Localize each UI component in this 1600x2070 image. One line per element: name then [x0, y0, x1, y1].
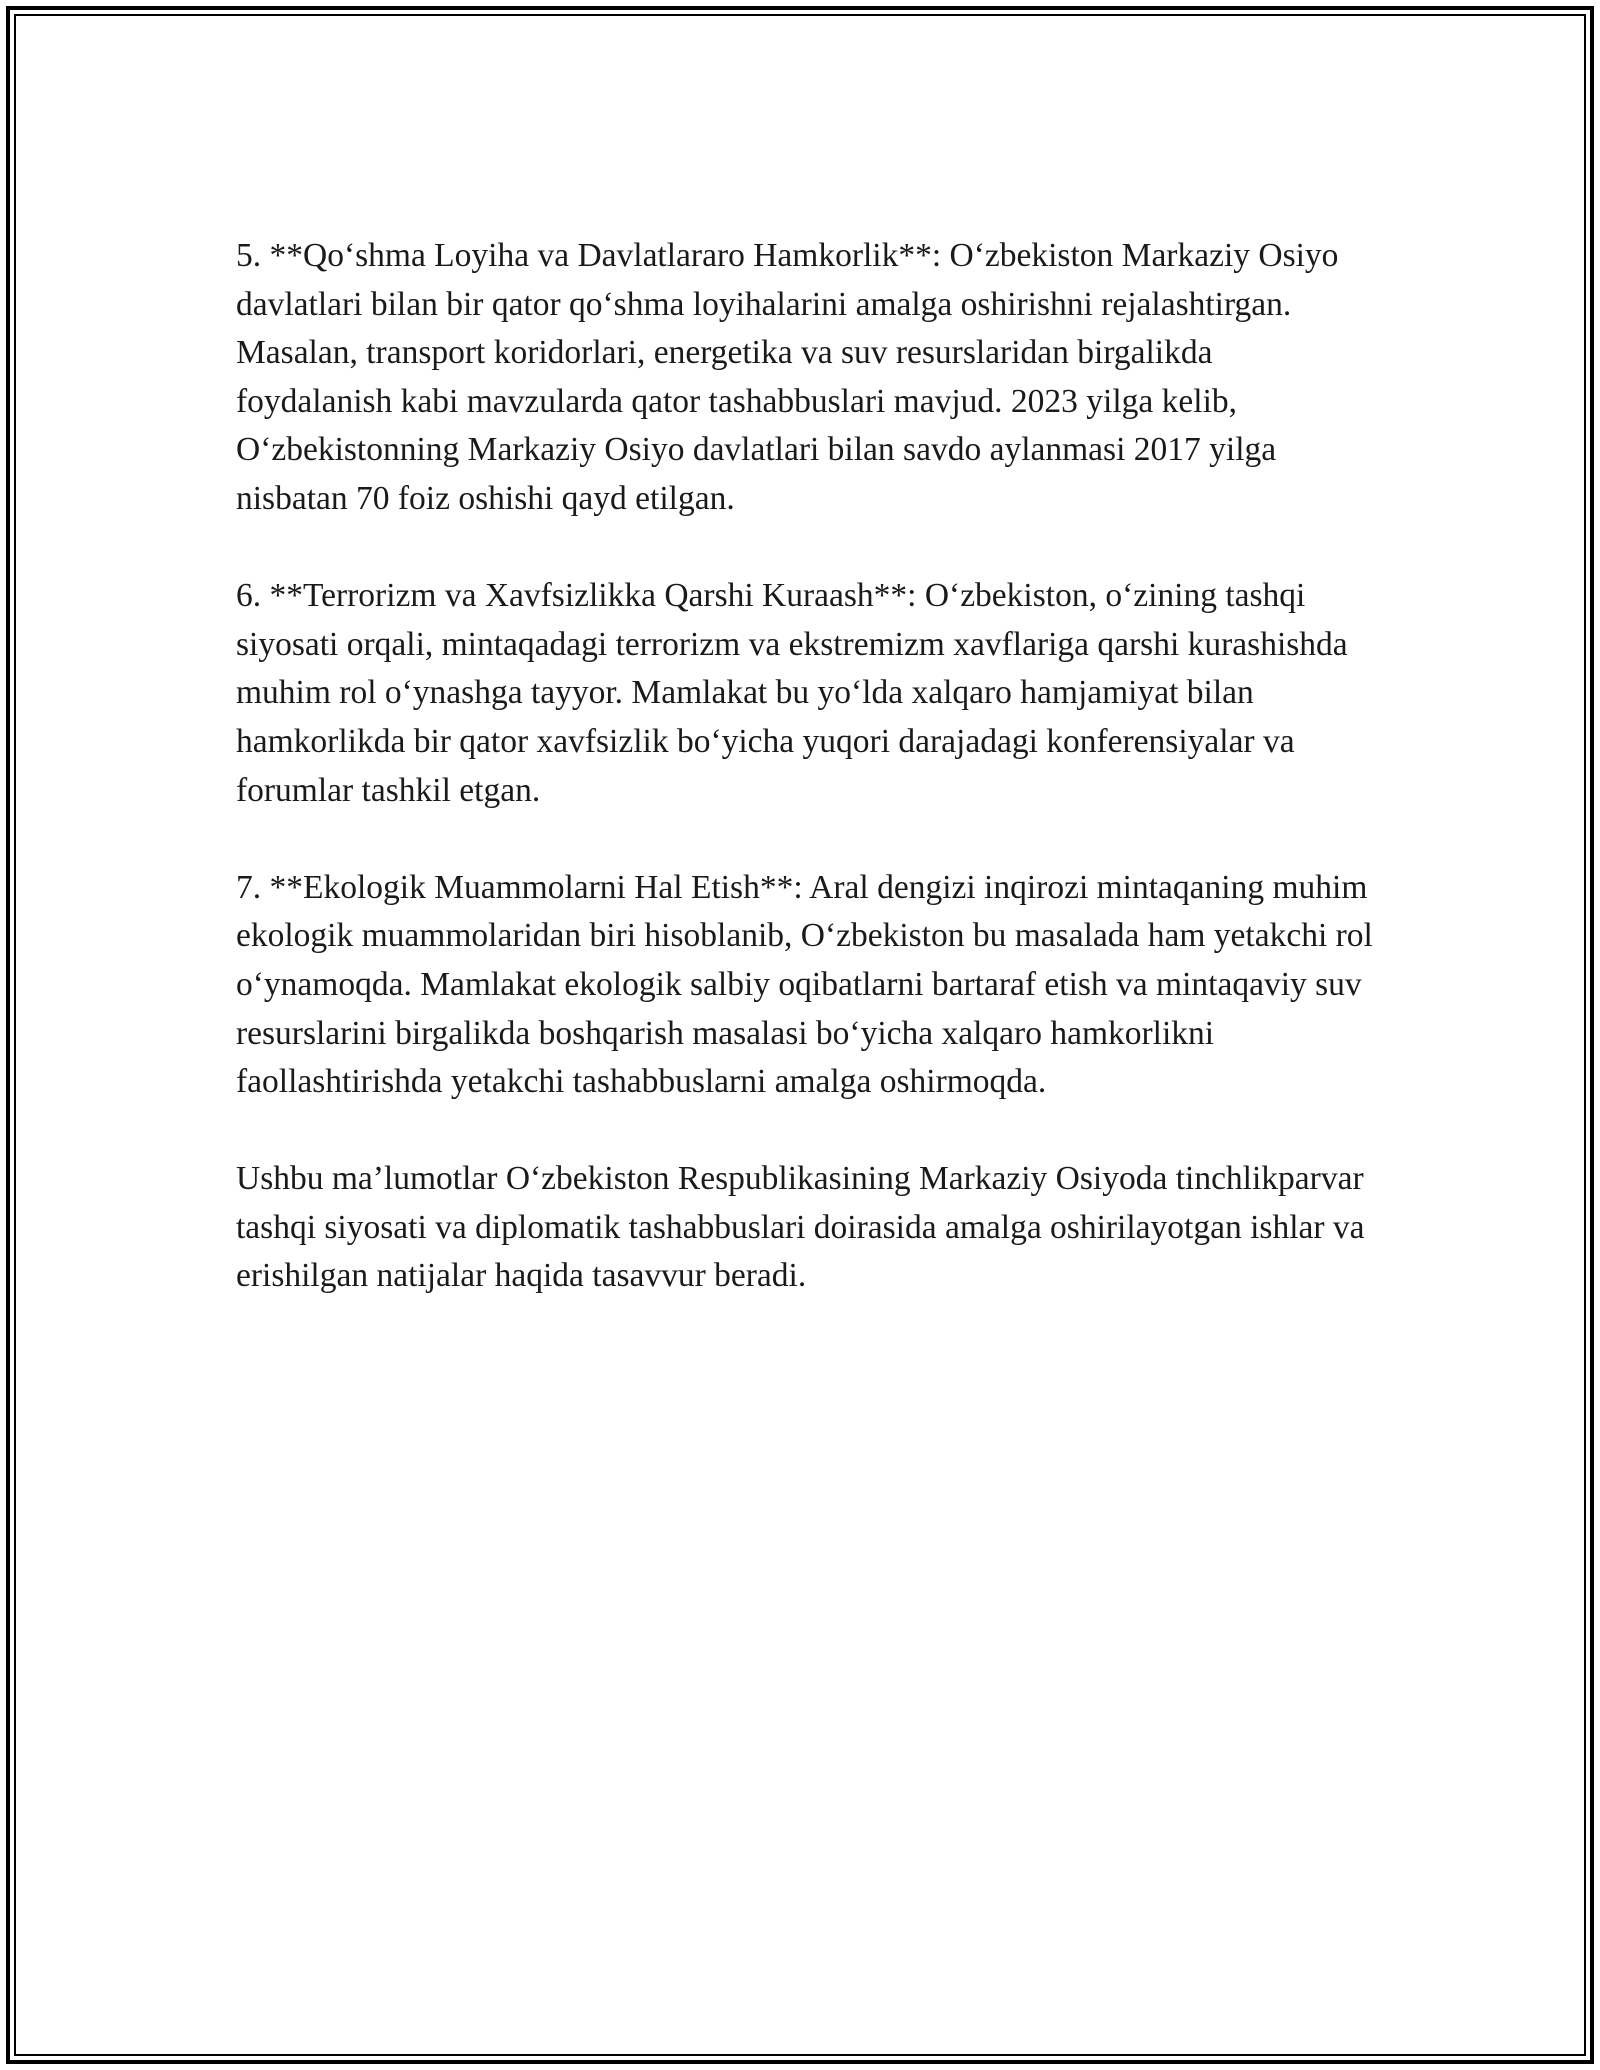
paragraph-summary: Ushbu ma’lumotlar O‘zbekiston Respublikasining Markaziy Osiyoda tinchlikparvar tashqi siyosati va diplomatik tashabbuslari doirasida amalga oshirilayotgan ishlar va erishilgan natijalar haqida tasavvur beradi.	[236, 1160, 1365, 1295]
paragraph-terrorism-security: 6. **Terrorizm va Xavfsizlikka Qarshi Kuraash**: O‘zbekiston, o‘zining tashqi siyosati orqali, mintaqadagi terrorizm va ekstremizm xavflariga qarshi kurashishda muhim rol o‘ynashga tayyor. Mamlakat bu yo‘lda xalqaro hamjamiyat bilan hamkorlikda bir qator xavfsizlik bo‘yicha yuqori darajadagi konferensiyalar va forumlar tashkil etgan.	[236, 577, 1348, 809]
paragraph-joint-projects: 5. **Qo‘shma Loyiha va Davlatlararo Hamkorlik**: O‘zbekiston Markaziy Osiyo davlatlari bilan bir qator qo‘shma loyihalarini amalga oshirishni rejalashtirgan. Masalan, transport koridorlari, energetika va suv resurslaridan birgalikda foydalanish kabi mavzularda qator tashabbuslari mavjud. 2023 yilga kelib, O‘zbekistonning Markaziy Osiyo davlatlari bilan savdo aylanmasi 2017 yilga nisbatan 70 foiz oshishi qayd etilgan.	[236, 237, 1339, 517]
paragraph-ecological-problems: 7. **Ekologik Muammolarni Hal Etish**: Aral dengizi inqirozi mintaqaning muhim ekologik muammolaridan biri hisoblanib, O‘zbekiston bu masalada ham yetakchi rol o‘ynamoqda. Mamlakat ekologik salbiy oqibatlarni bartaraf etish va mintaqaviy suv resurslarini birgalikda boshqarish masalasi bo‘yicha xalqaro hamkorlikni faollashtirishda yetakchi tashabbuslarni amalga oshirmoqda.	[236, 868, 1373, 1101]
document-body	[236, 232, 1376, 1350]
